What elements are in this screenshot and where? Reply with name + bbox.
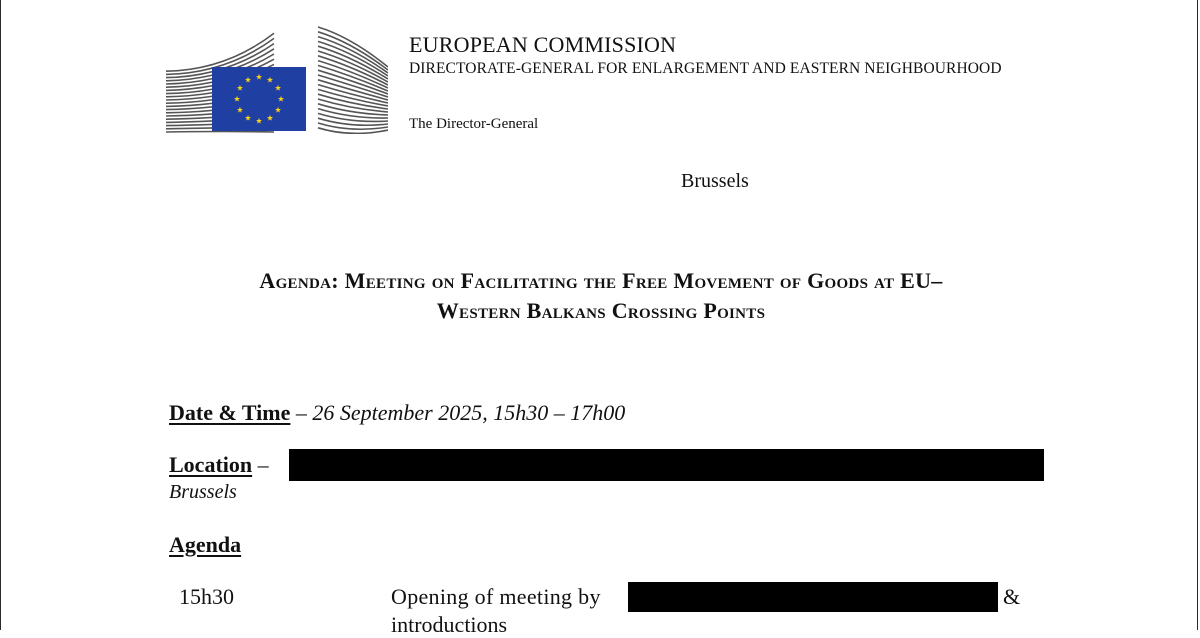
date-time-separator: – — [290, 400, 313, 425]
location-redaction — [289, 449, 1044, 481]
agenda-item-text: Opening of meeting by — [391, 584, 601, 609]
building-line — [166, 132, 274, 133]
agenda-item-ampersand: & — [1003, 584, 1021, 609]
agenda-heading: Agenda — [169, 532, 242, 557]
agenda-item-time: 15h30 — [179, 584, 234, 609]
date-time-value: 26 September 2025, 15h30 – 17h00 — [312, 400, 626, 425]
office-line: The Director-General — [409, 116, 539, 132]
document-location: Brussels — [681, 170, 749, 192]
location-city: Brussels — [169, 481, 237, 503]
location-label: Location — [169, 452, 253, 477]
organization-name: EUROPEAN COMMISSION — [409, 32, 677, 57]
date-time-label: Date & Time — [169, 400, 291, 425]
agenda-item-redaction — [628, 582, 998, 612]
european-commission-logo — [166, 22, 388, 134]
building-right-wing — [318, 27, 388, 133]
agenda-title-line-1: Agenda: Meeting on Facilitating the Free Movement of Goods at EU– — [259, 268, 943, 293]
date-time-row — [169, 400, 625, 426]
building-line — [318, 104, 388, 115]
agenda-title-line-2: Western Balkans Crossing Points — [436, 298, 766, 323]
location-separator: – — [252, 452, 269, 477]
location-row — [169, 452, 269, 478]
directorate-general: DIRECTORATE-GENERAL FOR ENLARGEMENT AND EASTERN NEIGHBOURHOOD — [409, 60, 1002, 77]
agenda-item-continuation: introductions — [391, 612, 508, 637]
